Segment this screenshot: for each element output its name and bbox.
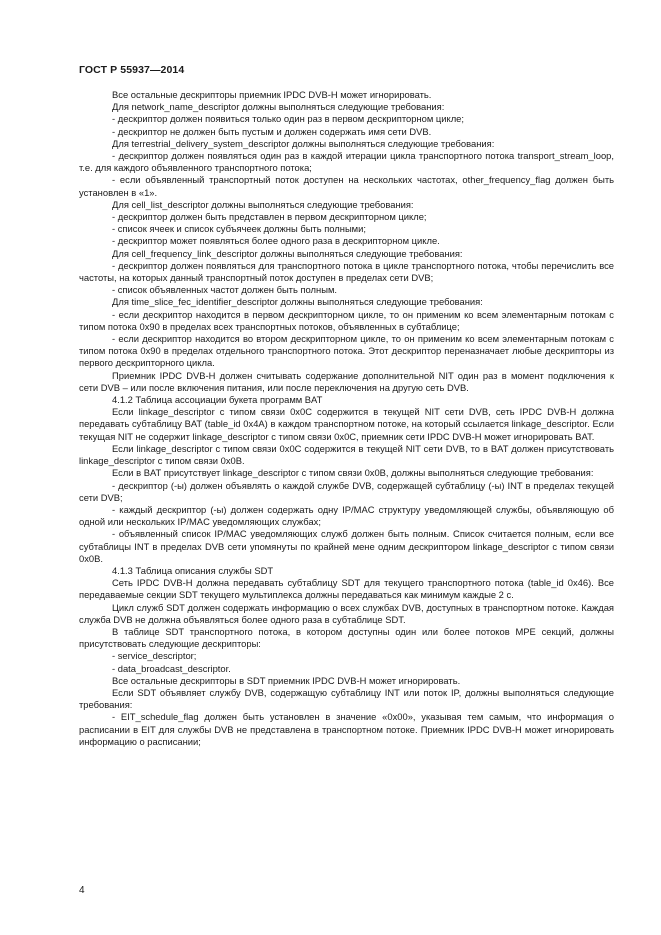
paragraph: - дескриптор должен появляться один раз в каждой итерации цикла транспортного потока transport_stream_loop, т.е. для каждого объявленного транспортного потока; <box>79 150 614 174</box>
document-body <box>79 89 614 748</box>
paragraph: Для network_name_descriptor должны выполняться следующие требования: <box>112 101 445 113</box>
paragraph: Для cell_list_descriptor должны выполняться следующие требования: <box>112 198 414 210</box>
paragraph: Если linkage_descriptor с типом связи 0x0C содержится в текущей NIT сети DVB, сеть IPDC DVB-H должна передавать субтаблицу BAT (table_id 0x4A) в каждом транспортном потоке, на который ссылается linkage_descriptor. Если текущая NIT не содержит linkage_descriptor с типом связи 0x0C, приемник сети IPDC DVB-H может игнорировать BAT. <box>79 406 614 442</box>
paragraph: - дескриптор должен появляться для транспортного потока в цикле транспортного потока, чтобы перечислить все частоты, на которых данный транспортный поток доступен в пределах сети DVB; <box>79 259 614 284</box>
paragraph: - список ячеек и список субъячеек должны быть полными; <box>112 223 366 235</box>
paragraph: - если дескриптор находится в первом дескрипторном цикле, то он применим ко всем элементарным потокам с типом потока 0x90 в пределах всех транспортных потоков, объявленных в субтаблице; <box>79 308 614 332</box>
paragraph: В таблице SDT транспортного потока, в котором доступны один или более потоков MPE секций, должны присутствовать следующие дескрипторы: <box>79 625 614 650</box>
paragraph: - data_broadcast_descriptor. <box>112 662 231 674</box>
paragraph: - service_descriptor; <box>112 650 197 662</box>
paragraph: Для terrestrial_delivery_system_descriptor должны выполняться следующие требования: <box>112 137 495 149</box>
paragraph: Если SDT объявляет службу DVB, содержащую субтаблицу INT или поток IP, должны выполняться следующие требования: <box>79 686 614 711</box>
paragraph: Цикл служб SDT должен содержать информацию о всех службах DVB, доступных в транспортном потоке. Каждая служба DVB не должна объявляться более одного раза в субтаблице SDT. <box>79 601 614 625</box>
paragraph: Сеть IPDC DVB-H должна передавать субтаблицу SDT для текущего транспортного потока (table_id 0x46). Все передаваемые секции SDT текущего мультиплекса должны передаваться как минимум каждые 2 с. <box>79 577 614 601</box>
paragraph: - объявленный список IP/MAC уведомляющих служб должен быть полным. Список считается полным, если все субтаблицы INT в пределах DVB сети упомянуты по крайней мене одним дескриптором linkage_descriptor с типом связи 0x0B. <box>79 528 614 564</box>
paragraph: Для cell_frequency_link_descriptor должны выполняться следующие требования: <box>112 247 463 259</box>
paragraph: Приемник IPDC DVB-H должен считывать содержание дополнительной NIT один раз в момент подключения к сети DVB – или после включения питания, или после переключения на другую сеть DVB. <box>79 369 614 393</box>
paragraph: - дескриптор (-ы) должен объявлять о каждой службе DVB, содержащей субтаблицу (-ы) INT в пределах текущей сети DVB; <box>79 479 614 503</box>
paragraph: Если linkage_descriptor с типом связи 0x0C содержится в текущей NIT сети DVB, то в BAT должен присутствовать linkage_descriptor с типом связи 0x0B. <box>79 442 614 467</box>
paragraph: - каждый дескриптор (-ы) должен содержать одну IP/MAC структуру уведомляющей службы, объявляющую об одной или нескольких IP/MAC уведомляющих службах; <box>79 503 614 528</box>
standard-header: ГОСТ Р 55937—2014 <box>79 64 185 76</box>
paragraph: - если объявленный транспортный поток доступен на нескольких частотах, other_frequency_flag должен быть установлен в «1». <box>79 174 614 198</box>
paragraph: - дескриптор должен быть представлен в первом дескрипторном цикле; <box>112 211 427 223</box>
paragraph: - EIT_schedule_flag должен быть установлен в значение «0x00», указывая тем самым, что информация о расписании в EIT для службы DVB не представлена в транспортном потоке. Приемник IPDC DVB-H может игнорировать информацию о расписании; <box>79 711 614 747</box>
paragraph: 4.1.3 Таблица описания службы SDT <box>112 564 274 576</box>
paragraph: Все остальные дескрипторы в SDT приемник IPDC DVB-H может игнорировать. <box>112 674 461 686</box>
paragraph: Все остальные дескрипторы приемник IPDC DVB-H может игнорировать. <box>112 89 432 100</box>
paragraph: - если дескриптор находится во втором дескрипторном цикле, то он применим ко всем элементарным потокам с типом потока 0x90 в пределах отдельного транспортного потока. Этот дескриптор переназначает любые дескрипторы из первого дескрипторного цикла. <box>79 333 614 369</box>
paragraph: Для time_slice_fec_identifier_descriptor должны выполняться следующие требования: <box>112 296 483 308</box>
paragraph: Если в BAT присутствует linkage_descriptor с типом связи 0x0B, должны выполняться следующие требования: <box>112 467 594 479</box>
paragraph: 4.1.2 Таблица ассоциации букета программ BAT <box>112 394 323 406</box>
paragraph: - список объявленных частот должен быть полным. <box>112 284 337 296</box>
paragraph: - дескриптор должен появиться только один раз в первом дескрипторном цикле; <box>112 113 464 125</box>
page-number: 4 <box>79 885 85 896</box>
paragraph: - дескриптор может появляться более одного раза в дескрипторном цикле. <box>112 235 440 247</box>
paragraph: - дескриптор не должен быть пустым и должен содержать имя сети DVB. <box>112 125 432 137</box>
